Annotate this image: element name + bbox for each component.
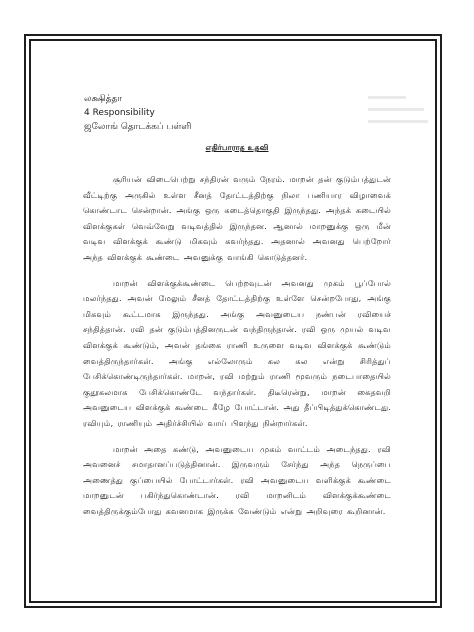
story-title: எதிர்பாராத உதவி xyxy=(205,143,269,152)
school-name: ஜலோங் தொடக்கப் பள்ளி xyxy=(84,122,192,132)
student-header xyxy=(84,92,344,134)
student-name: லக்ஷித்தா xyxy=(84,94,123,104)
story-body xyxy=(83,172,391,529)
story-paragraph-2: மாறன் விளக்குக்கூண்டை பெற்றவுடன் அவனது முகம் பூப்போல் மலர்ந்தது. அவன் மேலும் சீனத் தோட்டத்திற்கு உள்ளே சென்றபோது, அங்கு மிகவும் கூட்டமாக இருந்தது. அங்கு அவனுடைய நண்பன் ரவியைச் சந்தித்தான். ரவி தன் குடும்பத்தினருடன் வந்திருந்தான். ரவி ஒரு முயல் வடிவ விளக்குக் கூண்டும், அவன் தங்கை ராணி உருளை வடிவ விளக்குக் கூண்டும் வைத்திருந்தார்கள். அங்கு எல்லோரும் கல கல என்று சிரித்துப் பேசிக்கொண்டிருந்தார்கள். மாறன், ரவி மற்றும் ராணி மூவரும் நடைபாதையில் குதூகலமாக பேசிக்கொண்டே வந்தார்கள். திடீரென்று, மாறன் கைதவறி அவனுடைய விளக்குக் கூண்டை கீழே போட்டான். அது தீப்பிடித்துக்கொண்டது. ரவியும், ராணியும் அதிர்ச்சியில் வாய் பிளந்து நின்றார்கள். xyxy=(83,277,391,428)
story-paragraph-3: மாறன் அதை கண்டு, அவனுடைய முகம் வாட்டம் அடைந்தது. ரவி அவனைச் சமாதானப்படுத்தினான். இருவரும் சேர்ந்து அந்த நெருப்பை அணைத்து குப்பையில் போட்டார்கள். ரவி அவனுடைய வளிக்குக் கூண்டை மாறனுடன் பகிர்ந்துகொண்டான். ரவி மாறனிடம் விளக்குக்கூண்டை வைத்திருக்கும்போது கவனமாக இருக்க வேண்டும் என்று அறிவுரை கூறினான். xyxy=(83,443,391,516)
story-paragraph-1: சூரியன் விடைபெற்று சந்திரன் வரும் நேரம். மாறன் தன் குடும்பத்துடன் வீட்டிற்கு அருகில் உள்ள சீனத் தோட்டத்திற்கு நிலா பணியார விழாவைக் கொண்டாட சென்றான். அங்கு ஒரு கடைத்தொகுதி இருந்தது. அந்தக் கடையில் விளக்குகள் வெவ்வேறு வடிவத்தில் இருந்தன. ஆனால் மாறனுக்கு ஒரு மீன் வடிவ விளக்குக் கூண்டு மிகவும் கவர்ந்தது. அதனால் அவனது பெற்றோர் அந்த விளக்குக் கூண்டை அவனுக்கு வாங்கி கொடுத்தனர். xyxy=(83,174,391,262)
student-class: 4 Responsibility xyxy=(84,108,155,118)
